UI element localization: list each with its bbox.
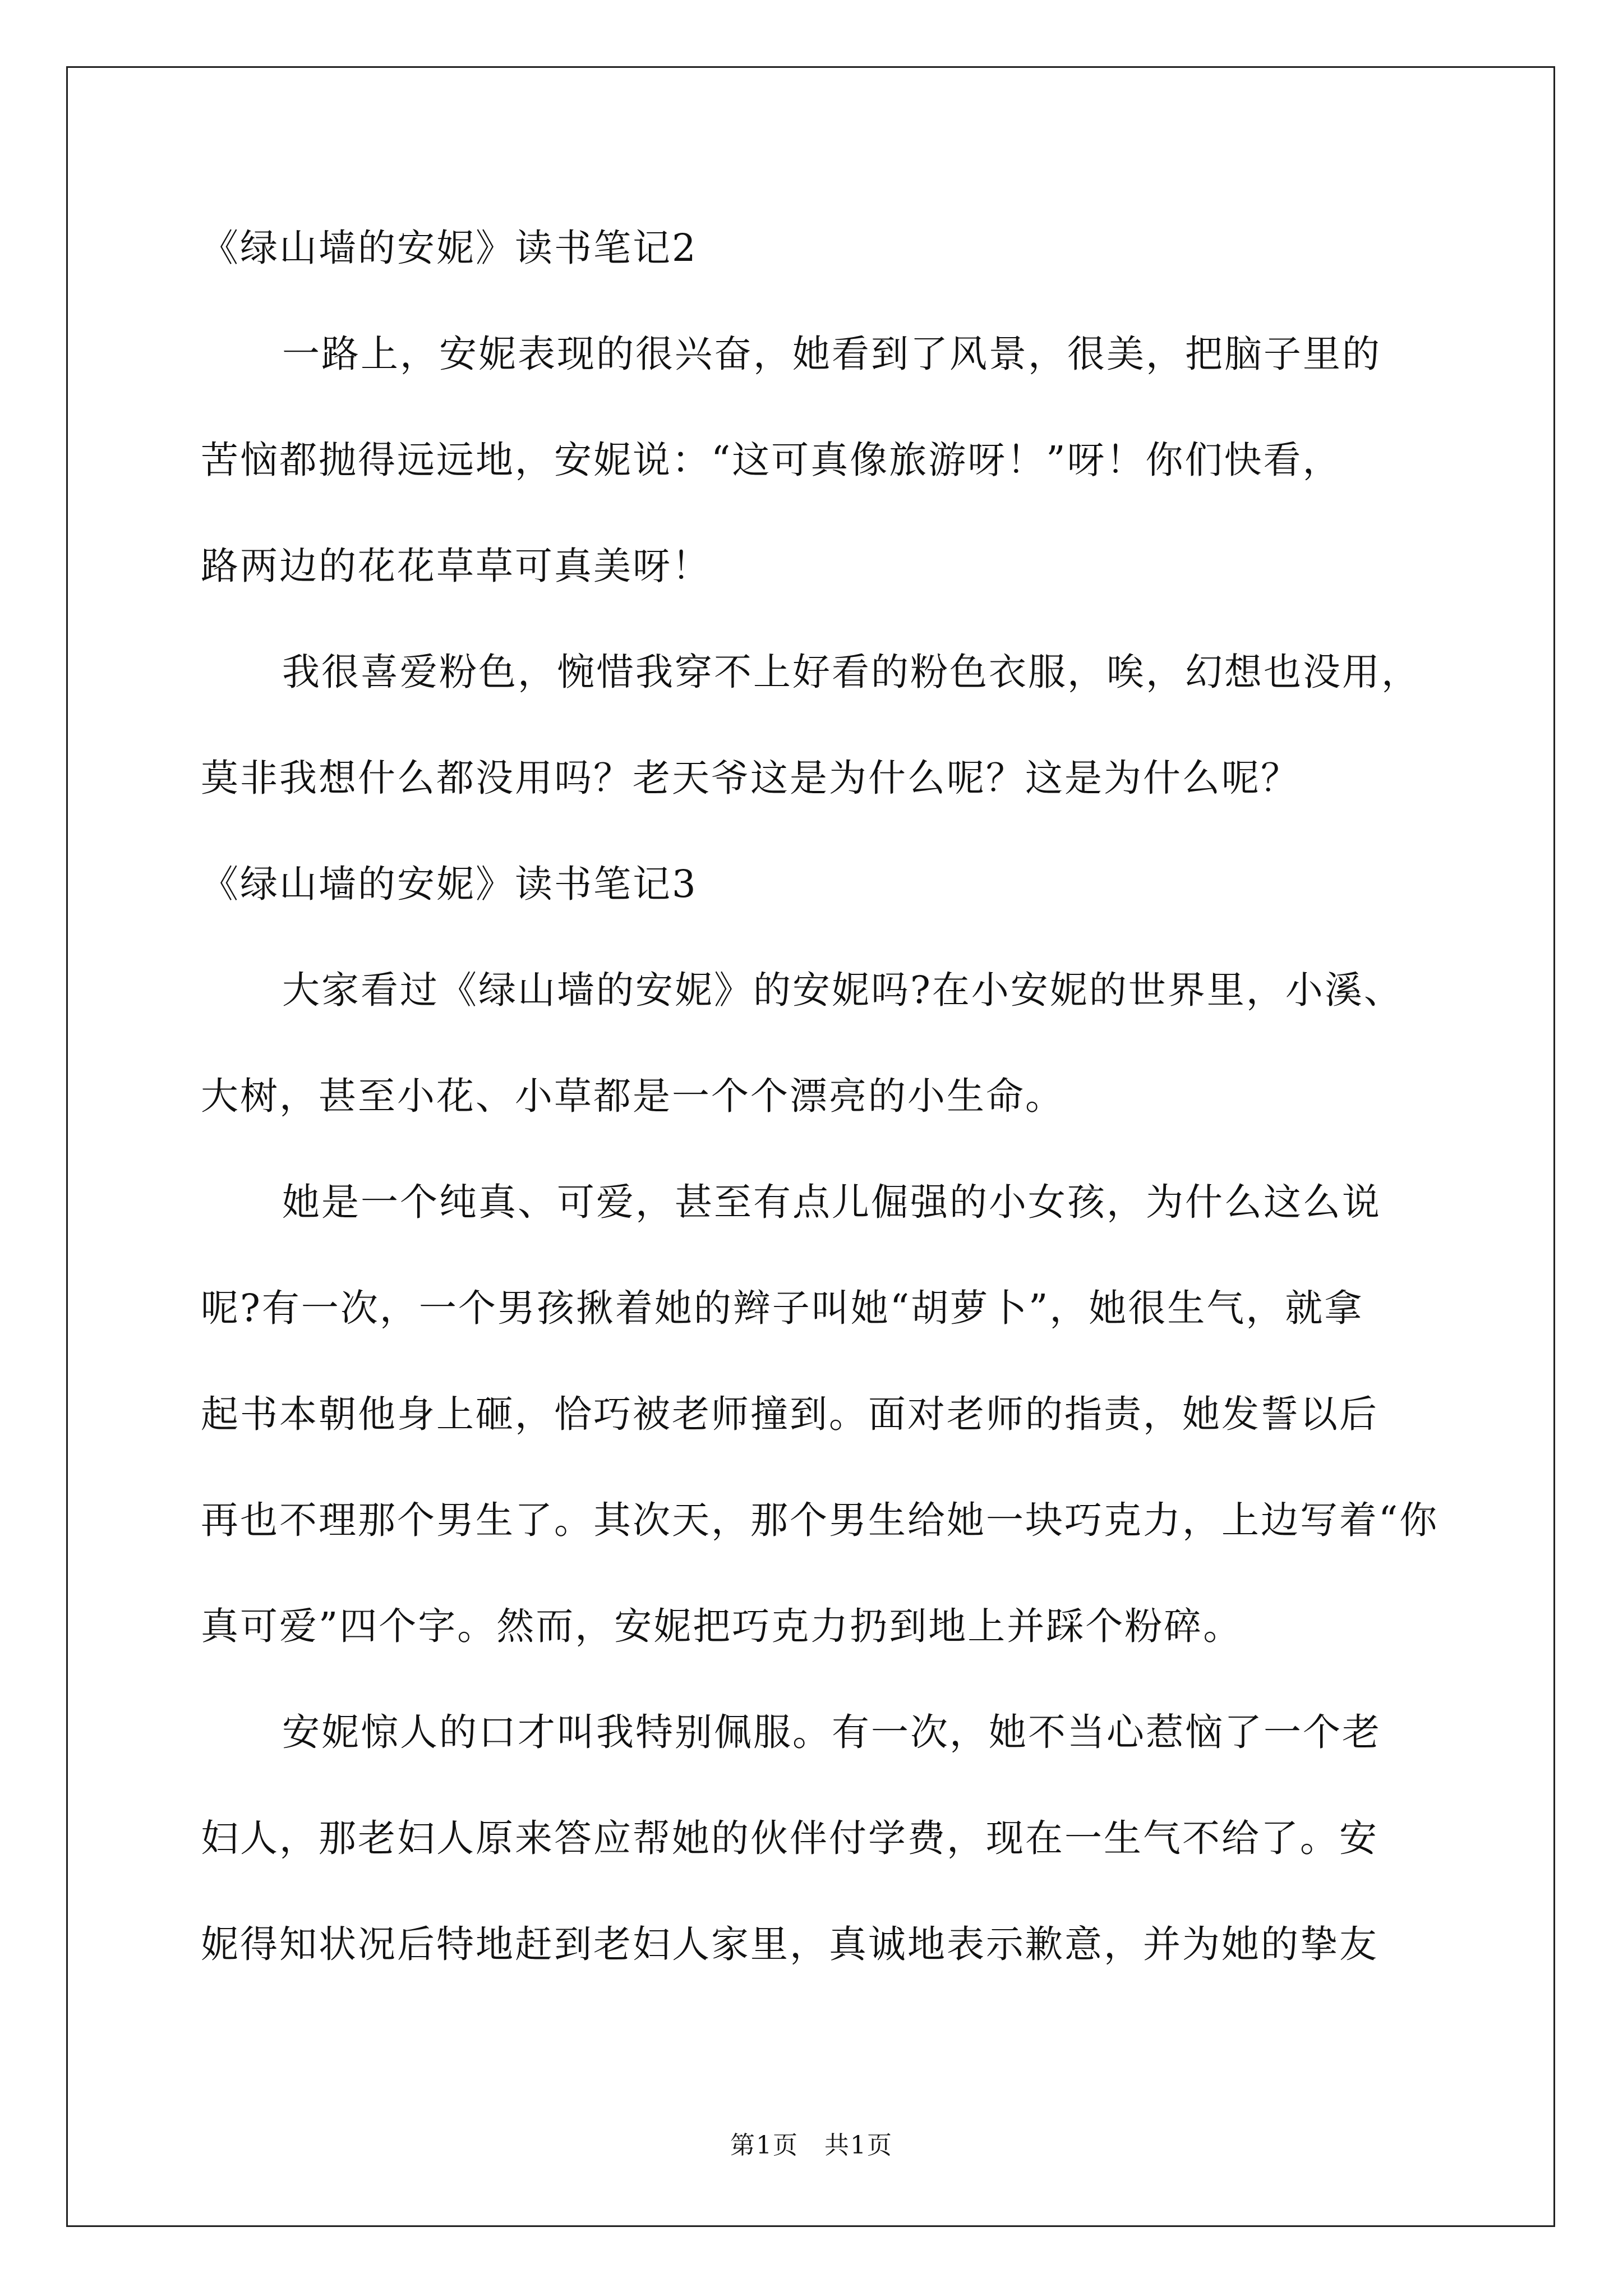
paragraph	[201, 328, 1423, 593]
text-line: 我很喜爱粉色，惋惜我穿不上好看的粉色衣服，唉，幻想也没用，	[282, 650, 1421, 694]
text-line: 真可爱”四个字。然而，安妮把巧克力扔到地上并踩个粉碎。	[201, 1604, 1243, 1648]
text-line: 起书本朝他身上砸，恰巧被老师撞到。面对老师的指责，她发誓以后	[201, 1392, 1378, 1436]
text-line: 苦恼都抛得远远地，安妮说：“这可真像旅游呀！”呀！你们快看，	[201, 438, 1342, 482]
paragraph	[201, 1176, 1439, 1653]
page-number-footer: 第1页 共1页	[730, 2131, 893, 2160]
text-line: 路两边的花花草草可真美呀！	[201, 544, 711, 588]
paragraph	[201, 1706, 1423, 1971]
text-line: 大树，甚至小花、小草都是一个个漂亮的小生命。	[201, 1074, 1064, 1118]
text-line: 莫非我想什么都没用吗？老天爷这是为什么呢？这是为什么呢？	[201, 756, 1300, 800]
section-heading: 《绿山墙的安妮》读书笔记3	[201, 862, 698, 906]
text-line: 妇人，那老妇人原来答应帮她的伙伴付学费，现在一生气不给了。安	[201, 1816, 1378, 1860]
text-line: 呢?有一次，一个男孩揪着她的辫子叫她“胡萝卜”，她很生气，就拿	[201, 1286, 1364, 1330]
text-line: 她是一个纯真、可爱，甚至有点儿倔强的小女孩，为什么这么说	[282, 1180, 1381, 1224]
text-line: 再也不理那个男生了。其次天，那个男生给她一块巧克力，上边写着“你	[201, 1498, 1439, 1542]
text-line: 安妮惊人的口才叫我特别佩服。有一次，她不当心惹恼了一个老	[282, 1710, 1381, 1754]
paragraph	[201, 964, 1423, 1123]
text-line: 一路上，安妮表现的很兴奋，她看到了风景，很美，把脑子里的	[282, 332, 1381, 376]
text-line: 妮得知状况后特地赶到老妇人家里，真诚地表示歉意，并为她的挚友	[201, 1922, 1378, 1966]
paragraph	[201, 646, 1423, 805]
section-heading: 《绿山墙的安妮》读书笔记2	[201, 226, 698, 270]
document-body	[201, 222, 1439, 2024]
text-line: 大家看过《绿山墙的安妮》的安妮吗?在小安妮的世界里，小溪、	[282, 968, 1403, 1012]
